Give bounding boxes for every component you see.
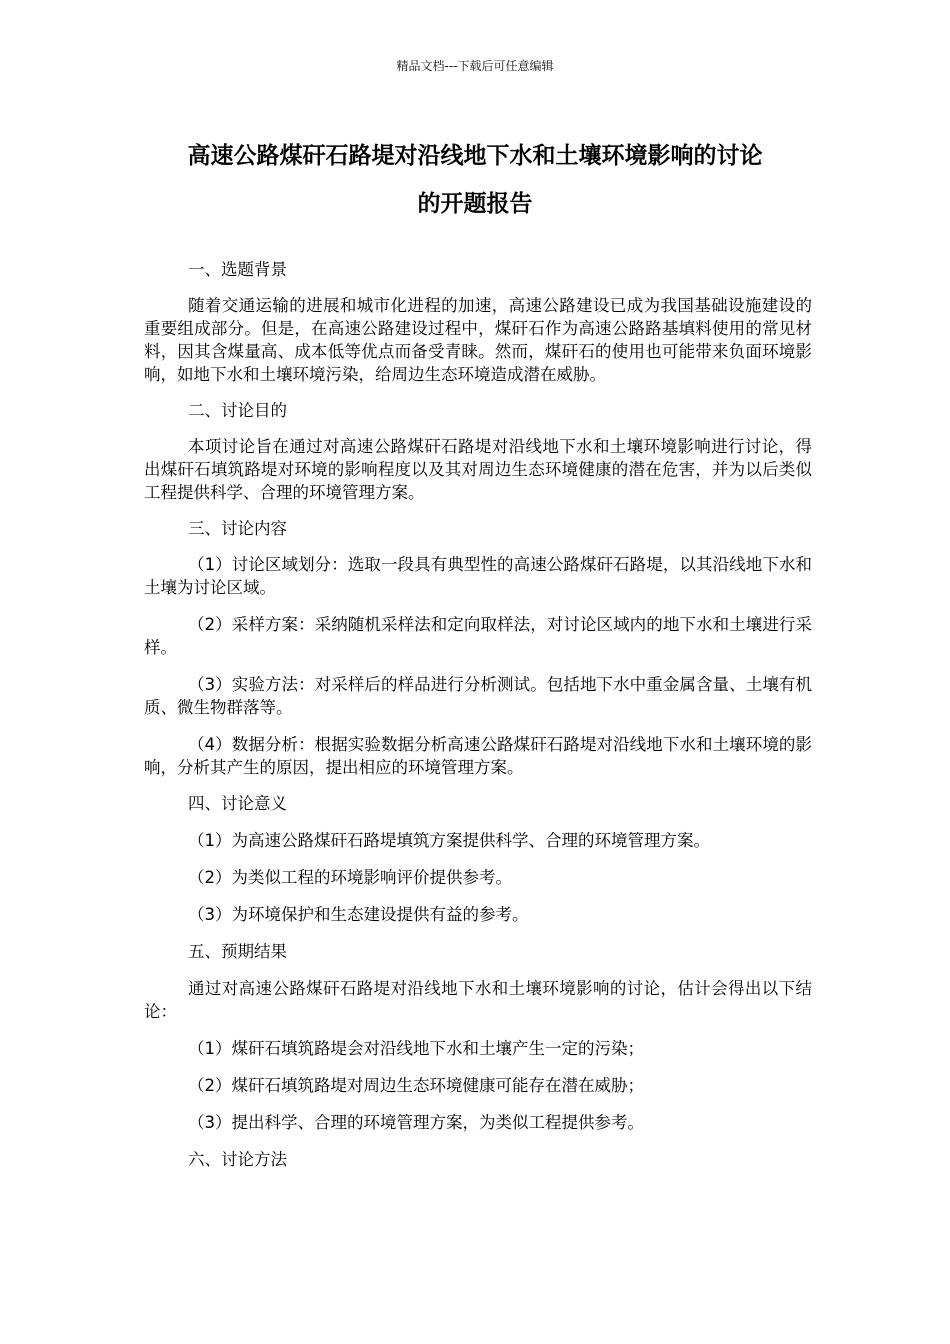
document-title [140, 132, 810, 228]
significance-item-1: （1）为高速公路煤矸石路堤填筑方案提供科学、合理的环境管理方案。 [188, 831, 710, 850]
results-paragraph: 通过对高速公路煤矸石路堤对沿线地下水和土壤环境影响的讨论，估计会得出以下结论： [144, 979, 812, 1021]
section-heading-content: 三、讨论内容 [188, 519, 287, 538]
background-paragraph: 随着交通运输的进展和城市化进程的加速，高速公路建设已成为我国基础设施建设的重要组成部分。但是，在高速公路建设过程中，煤矸石作为高速公路路基填料使用的常见材料，因其含煤量高、成本低等优点而备受青睐。然而，煤矸石的使用也可能带来负面环境影响，如地下水和土壤环境污染，给周边生态环境造成潜在威胁。 [144, 296, 812, 384]
purpose-paragraph: 本项讨论旨在通过对高速公路煤矸石路堤对沿线地下水和土壤环境影响进行讨论，得出煤矸石填筑路堤对环境的影响程度以及其对周边生态环境健康的潜在危害，并为以后类似工程提供科学、合理的环境管理方案。 [144, 437, 812, 502]
page-header: 精品文档---下载后可任意编辑 [396, 59, 554, 73]
significance-item-3: （3）为环境保护和生态建设提供有益的参考。 [188, 905, 529, 924]
title-line-1: 高速公路煤矸石路堤对沿线地下水和土壤环境影响的讨论 [187, 143, 763, 169]
section-heading-method: 六、讨论方法 [188, 1150, 287, 1169]
significance-item-2: （2）为类似工程的环境影响评价提供参考。 [188, 868, 512, 887]
section-heading-background: 一、选题背景 [188, 260, 287, 279]
title-line-2: 的开题报告 [417, 191, 533, 217]
section-heading-significance: 四、讨论意义 [188, 794, 287, 813]
document-body [144, 258, 812, 1171]
results-item-1: （1）煤矸石填筑路堤会对沿线地下水和土壤产生一定的污染； [188, 1039, 644, 1058]
results-item-3: （3）提出科学、合理的环境管理方案，为类似工程提供参考。 [188, 1113, 644, 1132]
content-item-2: （2）采样方案：采纳随机采样法和定向取样法，对讨论区域内的地下水和土壤进行采样。 [144, 615, 812, 657]
section-heading-purpose: 二、讨论目的 [188, 401, 287, 420]
section-heading-results: 五、预期结果 [188, 942, 287, 961]
content-item-3: （3）实验方法：对采样后的样品进行分析测试。包括地下水中重金属含量、土壤有机质、微生物群落等。 [144, 675, 812, 717]
results-item-2: （2）煤矸石填筑路堤对周边生态环境健康可能存在潜在威胁； [188, 1076, 644, 1095]
content-item-4: （4）数据分析：根据实验数据分析高速公路煤矸石路堤对沿线地下水和土壤环境的影响，分析其产生的原因，提出相应的环境管理方案。 [144, 735, 812, 777]
content-item-1: （1）讨论区域划分：选取一段具有典型性的高速公路煤矸石路堤，以其沿线地下水和土壤为讨论区域。 [144, 555, 812, 597]
